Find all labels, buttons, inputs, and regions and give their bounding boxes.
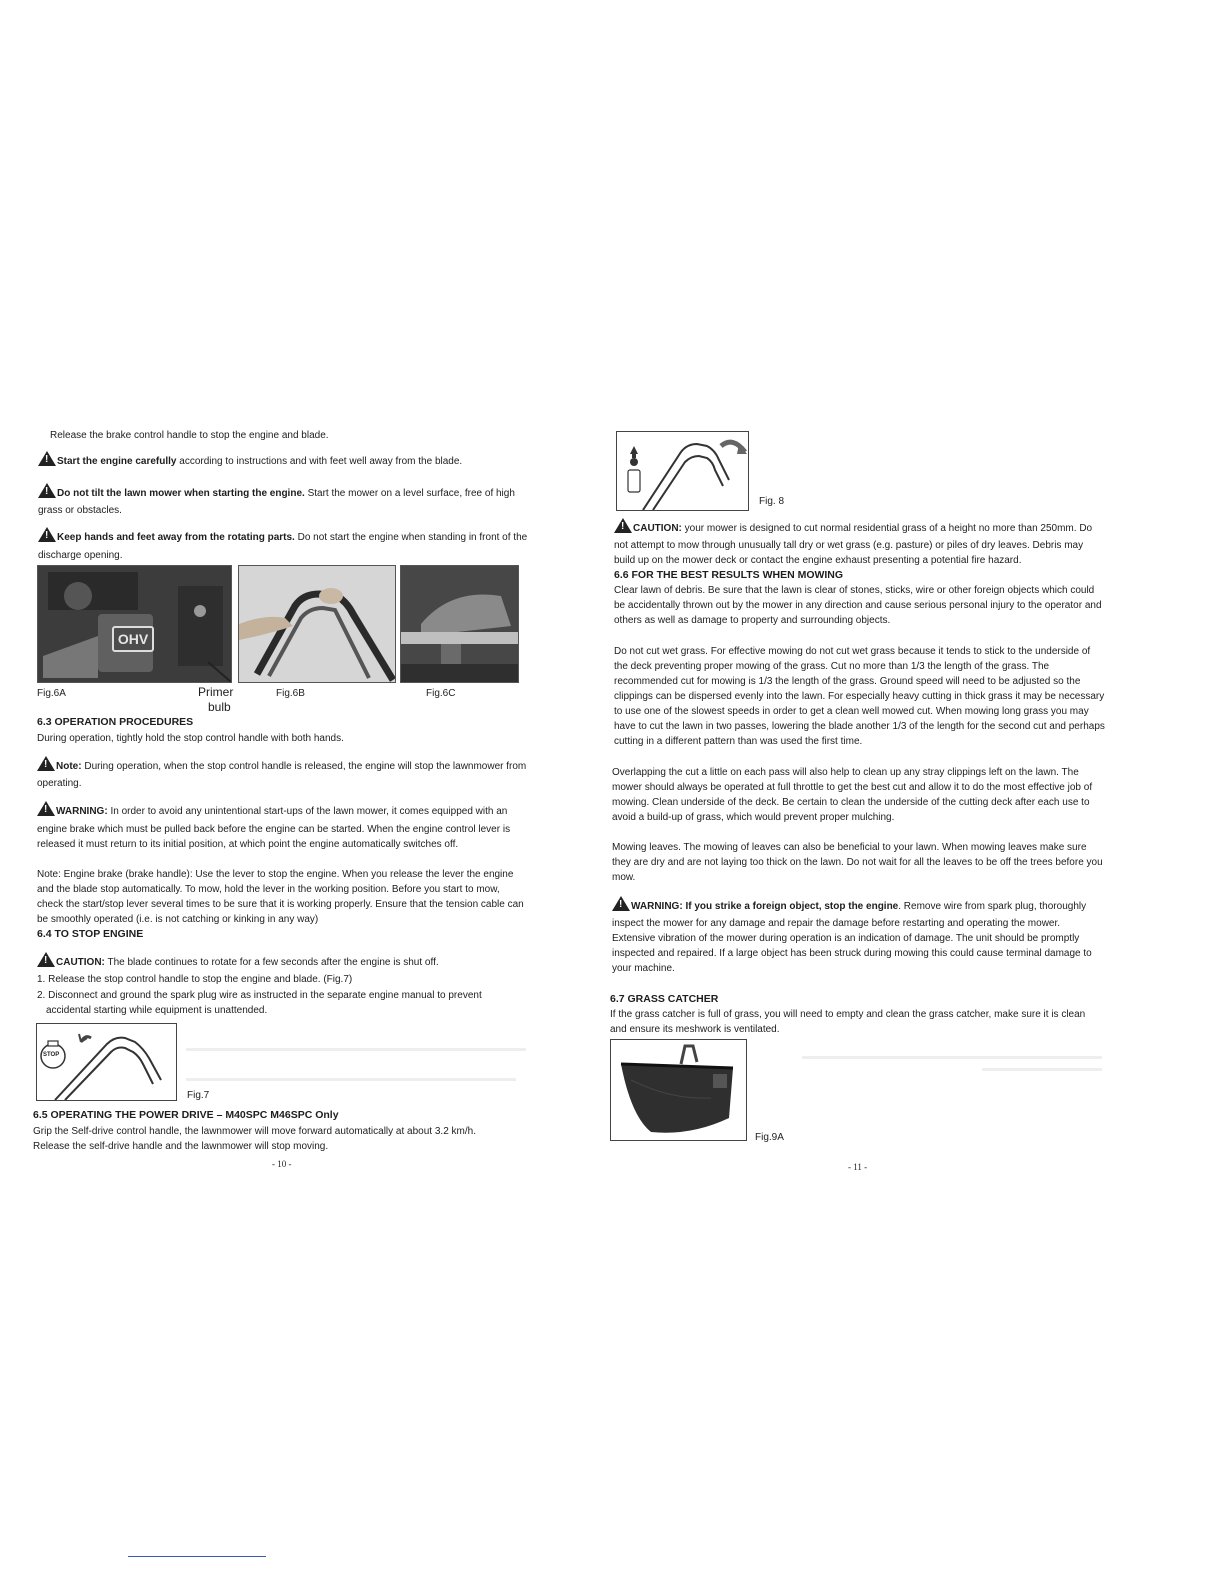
caution-line3: build up on the mower deck or contact the engine exhaust presenting a potential fire hazard. — [614, 555, 1022, 566]
warning-start-engine — [38, 451, 462, 469]
handle-up-illustration — [617, 432, 748, 510]
stop-step-2: 2. Disconnect and ground the spark plug wire as instructed in the separate engine manual to prevent — [37, 990, 482, 1001]
overlap-line1: Overlapping the cut a little on each pass will also help to clean up any stray clippings left on the lawn. The — [612, 767, 1079, 778]
deck-illustration — [401, 566, 518, 682]
wet-line1: Do not cut wet grass. For effective mowing do not cut wet grass because it tends to stick to the underside of — [614, 646, 1091, 657]
primer-bulb-label-line2: bulb — [208, 700, 231, 714]
section-6-7-heading: 6.7 GRASS CATCHER — [610, 993, 719, 1005]
brake-note-line3: check the start/stop lever several times to be sure that it is working properly. Ensure that the tension cable can — [37, 899, 524, 910]
fig6c-caption: Fig.6C — [426, 688, 456, 699]
warning-foreign-text: . Remove wire from spark plug, thoroughly — [898, 901, 1087, 912]
warning-foreign-line2: inspect the mower for any damage and repair the damage before restarting and operating the mower. — [612, 918, 1061, 929]
grass-catcher-illustration — [611, 1040, 746, 1140]
brake-note-line2: and the blade stop automatically. To mow, hold the lever in the working position. Before you start to mow, — [37, 884, 500, 895]
overlap-line2: mower should always be operated at full throttle to get the best cut and allow it to do the most effective job of — [612, 782, 1093, 793]
wet-line7: cutting in a different pattern than was used the first time. — [614, 736, 863, 747]
page-number-right: - 11 - — [848, 1162, 868, 1172]
stop-label: STOP — [43, 1052, 60, 1058]
fig6a-caption: Fig.6A — [37, 688, 66, 699]
warning-foreign-line4: inspected and repaired. If a large object has been struck during mowing this could cause terminal damage to — [612, 948, 1092, 959]
bleed-through-mark — [186, 1048, 526, 1051]
brake-note-line4: be smoothly operated (i.e. is not catching or kinking in any way) — [37, 914, 319, 925]
page-number-left: - 10 - — [272, 1159, 292, 1169]
warning-triangle-icon — [37, 756, 55, 771]
note-bold: Note: — [56, 761, 82, 772]
engine-illustration — [38, 566, 231, 682]
bleed-through-mark — [982, 1068, 1102, 1071]
stop-handle-illustration — [37, 1024, 176, 1100]
power-drive-line2: Release the self-drive handle and the lawnmower will stop moving. — [33, 1141, 329, 1152]
warning-startups-bold: WARNING: — [56, 806, 108, 817]
warning-foreign-object — [612, 896, 1086, 914]
warning-hands-bold: Keep hands and feet away from the rotating parts. — [57, 532, 295, 543]
warning-startups-line3: released it must return to its initial position, at which point the engine automatically switches off. — [37, 839, 459, 850]
warning-triangle-icon — [37, 952, 55, 967]
warning-triangle-icon — [37, 801, 55, 816]
fig8-handle-diagram — [616, 431, 749, 511]
caution-line2: not attempt to mow through unusually tall dry or wet grass (e.g. pasture) or piles of dry leaves. Debris may — [614, 540, 1084, 551]
warning-foreign-bold: WARNING: If you strike a foreign object, stop the engine — [631, 901, 899, 912]
handle-illustration — [239, 566, 395, 682]
catcher-line2: and ensure its meshwork is ventilated. — [610, 1024, 780, 1035]
ohv-badge: OHV — [112, 626, 154, 652]
leaves-line1: Mowing leaves. The mowing of leaves can also be beneficial to your lawn. When mowing leaves make sure — [612, 842, 1087, 853]
fig8-caption: Fig. 8 — [759, 496, 785, 507]
note-line2: operating. — [37, 778, 82, 789]
section-6-3-heading: 6.3 OPERATION PROCEDURES — [37, 716, 194, 728]
fig9a-grass-catcher-photo — [610, 1039, 747, 1141]
fig7-caption: Fig.7 — [187, 1090, 210, 1101]
warning-triangle-icon — [38, 527, 56, 542]
warning-triangle-icon — [38, 483, 56, 498]
overlap-line3: mowing. Clean underside of the deck. Be certain to clean the underside of the cutting deck after each use to — [612, 797, 1090, 808]
bleed-through-mark — [186, 1078, 516, 1081]
caution-grass-bold: CAUTION: — [633, 523, 682, 534]
brake-note-line1: Note: Engine brake (brake handle): Use the lever to stop the engine. When you release the lever the engine — [37, 869, 514, 880]
caution-grass-height — [614, 518, 1092, 536]
section-6-4-heading: 6.4 TO STOP ENGINE — [37, 928, 144, 940]
overlap-line4: avoid a build-up of grass, which would prevent proper mulching. — [612, 812, 895, 823]
operation-text: During operation, tightly hold the stop control handle with both hands. — [37, 733, 344, 744]
warning-triangle-icon — [612, 896, 630, 911]
fig6c-deck-photo — [400, 565, 519, 683]
warning-start-text: according to instructions and with feet well away from the blade. — [176, 456, 463, 467]
leaves-line3: mow. — [612, 872, 636, 883]
warning-tilt — [38, 483, 515, 501]
clear-line2: be accidentally thrown out by the mower in any direction and cause serious personal injury to the operator and — [614, 600, 1102, 611]
leaves-line2: they are dry and are not laying too thick on the lawn. Do not wait for all the leaves to be off the trees before you — [612, 857, 1103, 868]
fig6b-caption: Fig.6B — [276, 688, 305, 699]
warning-start-bold: Start the engine carefully — [57, 456, 177, 467]
wet-line6: have to cut the lawn in two passes, lowering the blade another 1/3 of the length for the second cut and perhaps — [614, 721, 1105, 732]
fig6b-handle-photo — [238, 565, 396, 683]
caution-text: The blade continues to rotate for a few seconds after the engine is shut off. — [104, 957, 439, 968]
warning-foreign-line5: your machine. — [612, 963, 675, 974]
caution-grass-text: your mower is designed to cut normal residential grass of a height no more than 250mm. Do — [681, 523, 1093, 534]
wet-line4: clippings can be dispersed evenly into the lawn. For especially heavy cutting in thick grass it may be necessary — [614, 691, 1105, 702]
warning-tilt-text: Start the mower on a level surface, free of high — [304, 488, 515, 499]
stop-step-2-cont: accidental starting while equipment is unattended. — [46, 1005, 268, 1016]
stop-step-1: 1. Release the stop control handle to stop the engine and blade. (Fig.7) — [37, 974, 353, 985]
caution-blade — [37, 952, 439, 970]
footer-rule — [128, 1556, 266, 1557]
fig7-stop-diagram — [36, 1023, 177, 1101]
bleed-through-mark — [802, 1056, 1102, 1059]
clear-line3: others as well as damage to property and surrounding objects. — [614, 615, 891, 626]
warning-startups-text: In order to avoid any unintentional start-ups of the lawn mower, it comes equipped with an — [107, 806, 508, 817]
warning-hands — [38, 527, 527, 545]
wet-line2: the deck preventing proper mowing of the grass. Cut no more than 1/3 the length of the grass. The — [614, 661, 1050, 672]
fig6a-engine-photo — [37, 565, 232, 683]
note-stop-handle — [37, 756, 526, 774]
power-drive-line1: Grip the Self-drive control handle, the lawnmower will move forward automatically at about 3.2 km/h. — [33, 1126, 476, 1137]
warning-triangle-icon — [614, 518, 632, 533]
clear-line1: Clear lawn of debris. Be sure that the lawn is clear of stones, sticks, wire or other foreign objects which could — [614, 585, 1095, 596]
wet-line5: to use one of the slowest speeds in order to get a clean well mowed cut. When mowing long grass you may — [614, 706, 1089, 717]
warning-tilt-bold: Do not tilt the lawn mower when starting the engine. — [57, 488, 305, 499]
note-text: During operation, when the stop control handle is released, the engine will stop the lawnmower from — [81, 761, 527, 772]
warning-triangle-icon — [38, 451, 56, 466]
primer-bulb-label-line1: Primer — [198, 685, 234, 699]
warning-hands-line2: discharge opening. — [38, 550, 123, 561]
warning-foreign-line3: Extensive vibration of the mower during operation is an indication of damage. The unit should be promptly — [612, 933, 1080, 944]
fig9a-caption: Fig.9A — [755, 1132, 784, 1143]
release-line: Release the brake control handle to stop the engine and blade. — [50, 430, 329, 441]
catcher-line1: If the grass catcher is full of grass, you will need to empty and clean the grass catcher, make sure it is clean — [610, 1009, 1086, 1020]
section-6-6-heading: 6.6 FOR THE BEST RESULTS WHEN MOWING — [614, 569, 844, 581]
wet-line3: recommended cut for mowing is 1/3 the length of the grass. Ground speed will need to be adjusted so the — [614, 676, 1081, 687]
warning-startups-line2: engine brake which must be pulled back before the engine can be started. When the engine control lever is — [37, 824, 511, 835]
warning-tilt-line2: grass or obstacles. — [38, 505, 122, 516]
warning-startups — [37, 801, 507, 819]
section-6-5-heading: 6.5 OPERATING THE POWER DRIVE – M40SPC M46SPC Only — [33, 1109, 339, 1121]
caution-bold: CAUTION: — [56, 957, 105, 968]
warning-hands-text: Do not start the engine when standing in front of the — [294, 532, 528, 543]
